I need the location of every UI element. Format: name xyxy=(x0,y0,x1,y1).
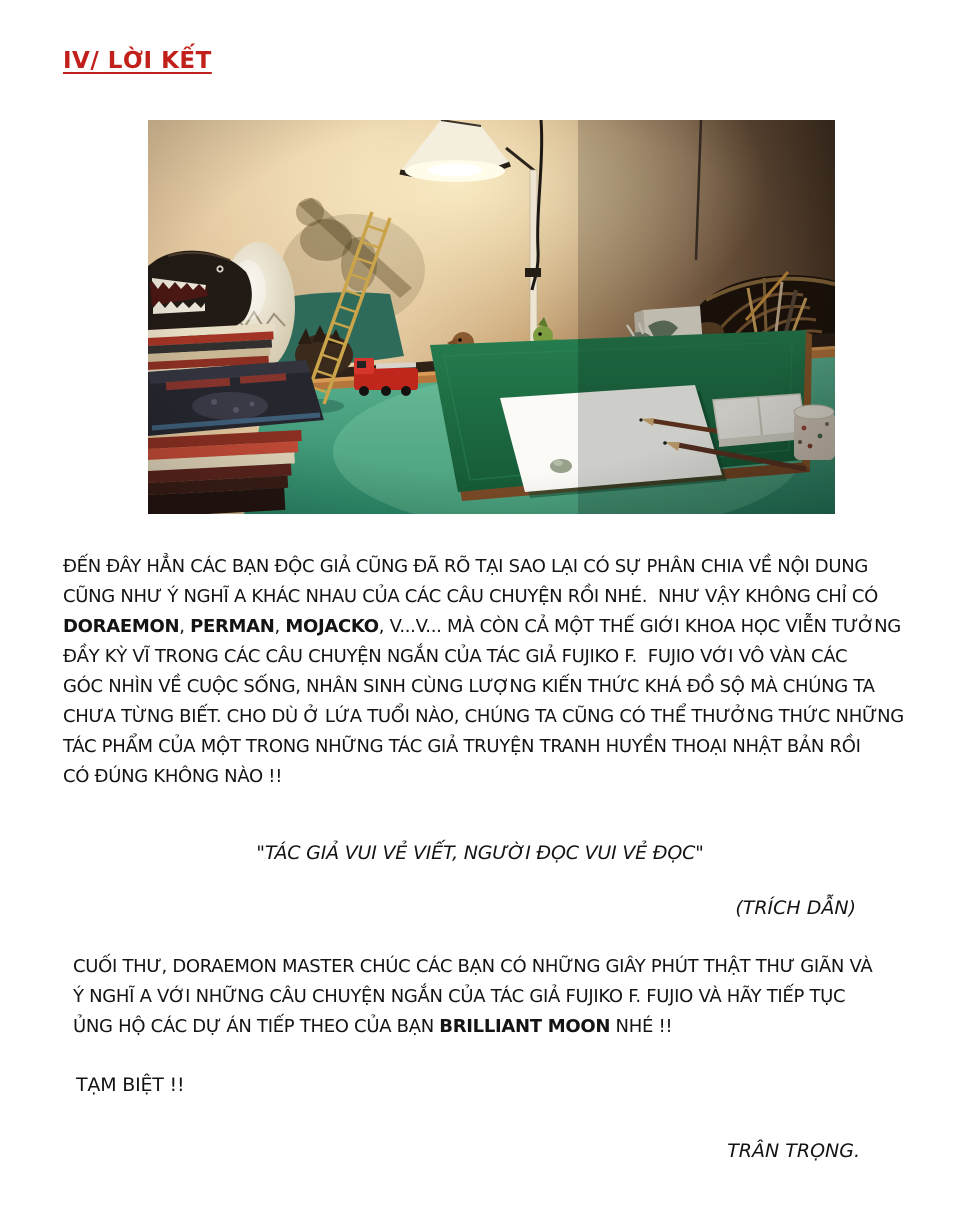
text-line: ĐẾN ĐÂY HẲN CÁC BẠN ĐỘC GIẢ CŨNG ĐÃ RÕ TẠI SAO LẠI CÓ SỰ PHÂN CHIA VỀ NỘI DUNG xyxy=(63,556,869,577)
desk-photo-illustration xyxy=(148,120,835,514)
text-line: GÓC NHÌN VỀ CUỘC SỐNG, NHÂN SINH CÙNG LƯỢNG KIẾN THỨC KHÁ ĐỒ SỘ MÀ CHÚNG TA xyxy=(63,676,875,697)
vignette xyxy=(148,120,835,514)
text-line: ỦNG HỘ CÁC DỰ ÁN TIẾP THEO CỦA BẠN BRILLIANT MOON NHÉ !! xyxy=(73,1016,673,1037)
text-line: CUỐI THƯ, DORAEMON MASTER CHÚC CÁC BẠN CÓ NHỮNG GIÂY PHÚT THẬT THƯ GIÃN VÀ xyxy=(73,956,873,977)
signoff-text: TRÂN TRỌNG. xyxy=(727,1140,860,1162)
text-line: ĐẦY KỲ VĨ TRONG CÁC CÂU CHUYỆN NGẮN CỦA TÁC GIẢ FUJIKO F. FUJIO VỚI VÔ VÀN CÁC xyxy=(63,646,848,667)
afterword-paragraph xyxy=(63,552,923,792)
section-heading: IV/ LỜI KẾT xyxy=(63,48,212,74)
text-line: Ý NGHĨ A VỚI NHỮNG CÂU CHUYỆN NGẮN CỦA TÁC GIẢ FUJIKO F. FUJIO VÀ HÃY TIẾP TỤC xyxy=(73,986,846,1007)
text-line: CÓ ĐÚNG KHÔNG NÀO !! xyxy=(63,766,283,787)
farewell-text: TẠM BIỆT !! xyxy=(76,1074,185,1096)
quote-attribution: (TRÍCH DẪN) xyxy=(735,897,856,919)
text-line: DORAEMON, PERMAN, MOJACKO, V...V... MÀ CÒN CẢ MỘT THẾ GIỚI KHOA HỌC VIỄN TƯỞNG xyxy=(63,616,901,637)
text-line: CHƯA TỪNG BIẾT. CHO DÙ Ở LỨA TUỔI NÀO, CHÚNG TA CŨNG CÓ THỂ THƯỞNG THỨC NHỮNG xyxy=(63,706,904,727)
quote-text: "TÁC GIẢ VUI VẺ VIẾT, NGƯỜI ĐỌC VUI VẺ ĐỌC" xyxy=(256,842,704,864)
desk-photo xyxy=(148,120,835,514)
closing-paragraph xyxy=(73,952,933,1042)
text-line: TÁC PHẨM CỦA MỘT TRONG NHỮNG TÁC GIẢ TRUYỆN TRANH HUYỀN THOẠI NHẬT BẢN RỒI xyxy=(63,736,861,757)
text-line: CŨNG NHƯ Ý NGHĨ A KHÁC NHAU CỦA CÁC CÂU CHUYỆN RỒI NHÉ. NHƯ VẬY KHÔNG CHỈ CÓ xyxy=(63,586,879,607)
